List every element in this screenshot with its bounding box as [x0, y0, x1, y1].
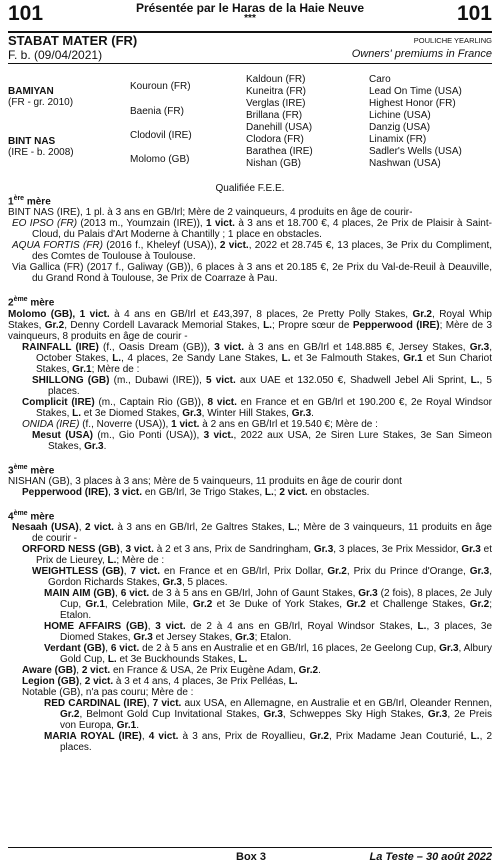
produce-main-aim: MAIN AIM (GB), 6 vict. de 3 à 5 ans en GB/Irl, John of Gaunt Stakes, Gr.3 (2 fois), 8 places, 2e July Cup, Gr.1, Celebration Mile, Gr.2 et 3e Duke of York Stakes, Gr.2 et Challenge Stakes, Gr.2; Etalon.: [44, 588, 492, 622]
sire-info: (FR - gr. 2010): [8, 97, 74, 108]
gen4-2: Lead On Time (USA): [369, 86, 462, 97]
produce-pepperwood: Pepperwood (IRE), 3 vict. en GB/Irl, 3e Trigo Stakes, L.; 2 vict. en obstacles.: [22, 486, 370, 498]
produce-weightless: WEIGHTLESS (GB), 7 vict. en France et en GB/Irl, Prix Dollar, Gr.2, Prix du Prince d'Orange, Gr.3, Gordon Richards Stakes, Gr.3, 5 places.: [32, 566, 493, 589]
gen3-1: Kaldoun (FR): [246, 74, 306, 85]
produce-aware: Aware (GB), 2 vict. en France & USA, 2e Prix Eugène Adam, Gr.2.: [22, 665, 321, 677]
gen3-7: Barathea (IRE): [246, 146, 313, 157]
section-1-title: 1ère mère: [8, 195, 51, 208]
gen4-7: Sadler's Wells (USA): [369, 146, 462, 157]
pedigree-dam: [8, 136, 74, 158]
gen4-3: Highest Honor (FR): [369, 98, 456, 109]
presenter-line: Présentée par le Haras de la Haie Neuve: [135, 1, 365, 15]
gen3-5: Danehill (USA): [246, 122, 313, 133]
produce-maria-royal: MARIA ROYAL (IRE), 4 vict. à 3 ans, Prix de Royallieu, Gr.2, Prix Madame Jean Couturié, L., 2 places.: [44, 731, 493, 754]
produce-onida: ONIDA (IRE) (f., Noverre (USA)), 1 vict. à 2 ans en GB/Irl et 19.540 €; Mère de :: [22, 418, 378, 430]
gen4-6: Linamix (FR): [369, 134, 427, 145]
birth-info: F. b. (09/04/2021): [8, 48, 103, 62]
gen4-5: Danzig (USA): [369, 122, 431, 133]
produce-verdant: Verdant (GB), 6 vict. de 2 à 5 ans en Australie et en GB/Irl, 16 places, 2e Geelong Cup, Gr.3, Albury Gold Cup, L. et 3e Buckhounds Stakes, L.: [44, 643, 492, 666]
catalogue-body: [8, 193, 492, 753]
page-header: [0, 0, 500, 30]
section-2-title: 2ème mère: [8, 296, 55, 309]
gen4-4: Lichine (USA): [369, 110, 431, 121]
box-number: Box 3: [236, 851, 266, 863]
dam-4-summary: Nesaah (USA), 2 vict. à 3 ans en GB/Irl, 2e Galtres Stakes, L.; Mère de 3 vainqueurs, 11 produits en âge de courir -: [12, 522, 492, 545]
produce-home-affairs: HOME AFFAIRS (GB), 3 vict. de 2 à 4 ans en GB/Irl, Royal Windsor Stakes, L., 3 places, 3e Diomed Stakes, Gr.3 et Jersey Stakes, Gr.3; Etalon.: [44, 621, 493, 644]
dam-name: BINT NAS: [8, 136, 56, 147]
produce-red-cardinal: RED CARDINAL (IRE), 7 vict. aux USA, en Allemagne, en Australie et en GB/Irl, Oleander Rennen, Gr.2, Belmont Gold Cup Invitational Stakes, Gr.3, Schweppes Sky High Stakes, Gr.3, 2e Preis von Europa, Gr.1.: [44, 698, 492, 732]
sale-place-date: La Teste – 30 août 2022: [369, 851, 492, 863]
gen2-3: Clodovil (IRE): [130, 130, 192, 141]
produce-mesut: Mesut (USA) (m., Gio Ponti (USA)), 3 vict., 2022 aux USA, 2e Siren Lure Stakes, 3e San Simeon Stakes, Gr.3.: [32, 429, 492, 452]
gen2-1: Kouroun (FR): [130, 81, 191, 92]
gen4-1: Caro: [369, 74, 391, 85]
produce-shillong: SHILLONG (GB) (m., Dubawi (IRE)), 5 vict. aux UAE et 132.050 €, Shadwell Jebel Ali Sprint, L., 5 places.: [32, 374, 492, 397]
premium-note: Owners' premiums in France: [351, 48, 492, 60]
produce-orford-ness: ORFORD NESS (GB), 3 vict. à 2 et 3 ans, Prix de Sandringham, Gr.3, 3 places, 3e Prix Messidor, Gr.3 et Prix de Lieurey, L.; Mère de :: [22, 544, 493, 567]
stars-mark: ***: [244, 13, 256, 24]
section-4-title: 4ème mère: [8, 509, 55, 523]
produce-rainfall: RAINFALL (IRE) (f., Oasis Dream (GB)), 3 vict. à 3 ans en GB/Irl et 148.885 €, Jersey Stakes, Gr.3, October Stakes, L., 4 places, 2e Sandy Lane Stakes, L. et 3e Falmouth Stakes, Gr.1 et Sun Chariot Stakes, Gr.1; Mère de :: [22, 341, 492, 375]
gen4-8: Nashwan (USA): [369, 158, 441, 169]
produce-aqua-fortis: AQUA FORTIS (FR) (2016 f., Kheleyf (USA)), 2 vict., 2022 et 28.745 €, 13 places, 3e Prix du Compliment, des Comtes de Toulouse à Toulouse.: [12, 240, 493, 263]
qualification: Qualifiée F.E.E.: [215, 183, 285, 194]
gen2-4: Molomo (GB): [130, 154, 190, 165]
footer-rule: [8, 847, 492, 848]
gen3-3: Verglas (IRE): [246, 98, 306, 109]
gen2-2: Baenia (FR): [130, 106, 184, 117]
horse-name: STABAT MATER (FR): [8, 33, 138, 48]
dam-1-summary: BINT NAS (IRE), 1 pl. à 3 ans en GB/Irl; Mère de 2 vainqueurs, 4 produits en âge de courir-: [8, 207, 413, 219]
pedigree-sire: [8, 86, 73, 108]
lot-number-left: 101: [8, 2, 44, 25]
gen3-2: Kuneitra (FR): [246, 86, 307, 97]
gen3-4: Brillana (FR): [246, 110, 303, 121]
produce-eo-ipso: EO IPSO (FR) (2013 m., Youmzain (IRE)), 1 vict. à 3 ans et 18.700 €, 4 places, 2e Prix de Plaisir à Saint-Cloud, du Palais d'Art Moderne à Chantilly ; 1 place en obstacles.: [12, 218, 492, 241]
dam-3-summary: NISHAN (GB), 3 places à 3 ans; Mère de 5 vainqueurs, 11 produits en âge de courir dont: [8, 475, 402, 487]
produce-notable: Notable (GB), n'a pas couru; Mère de :: [22, 687, 194, 699]
lot-number-right: 101: [456, 2, 492, 25]
sire-name: BAMIYAN: [8, 86, 54, 97]
category-label: POULICHE YEARLING: [413, 36, 492, 45]
produce-complicit: Complicit (IRE) (m., Captain Rio (GB)), 8 vict. en France et en GB/Irl et 190.200 €, 2e Royal Windsor Stakes, L. et 3e Diomed Stakes, Gr.3, Winter Hill Stakes, Gr.3.: [22, 396, 492, 419]
gen3-6: Clodora (FR): [246, 134, 304, 145]
produce-via-gallica: Via Gallica (FR) (2017 f., Galiway (GB)), 6 places à 3 ans et 20.185 €, 2e Prix du Val-de-Reuil à Deauville, du Grand Rond à Toulouse, 3e Prix de Coarraze à Pau.: [12, 262, 492, 285]
dam-info: (IRE - b. 2008): [8, 147, 74, 158]
gen3-8: Nishan (GB): [246, 158, 302, 169]
dam-2-summary: Molomo (GB), 1 vict. à 4 ans en GB/Irl et £43,397, 8 places, 2e Pretty Polly Stakes, Gr.2, Royal Whip Stakes, Gr.2, Denny Cordell Lavarack Memorial Stakes, L.; Propre sœur de Pepperwood (IRE); Mère de 3 vainqueurs, 8 produits en âge de courir -: [8, 308, 493, 342]
produce-legion: Legion (GB), 2 vict. à 3 et 4 ans, 4 places, 3e Prix Pelléas, L.: [22, 676, 298, 688]
section-3-title: 3ème mère: [8, 463, 55, 476]
pedigree-rule: [8, 63, 492, 64]
